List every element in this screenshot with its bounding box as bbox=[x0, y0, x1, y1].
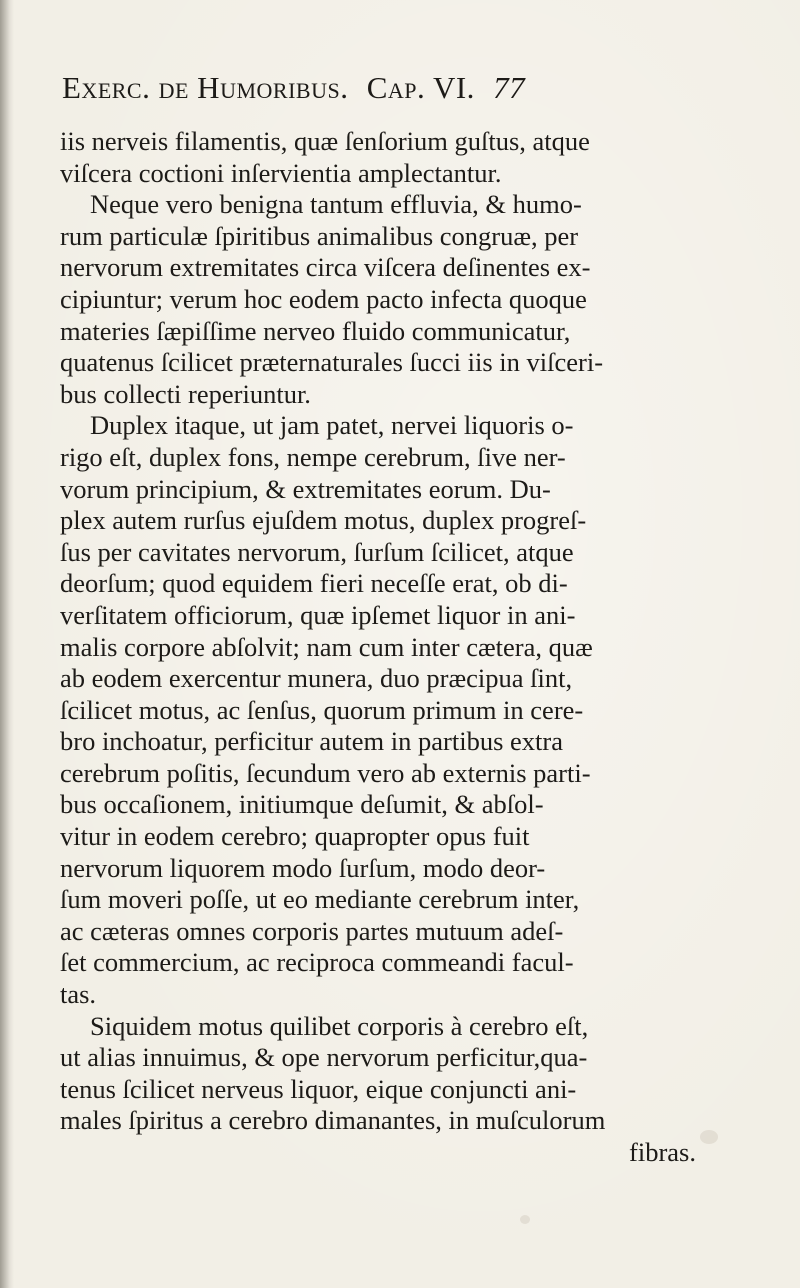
text-line: malis corpore abſolvit; nam cum inter cætera, quæ bbox=[60, 631, 593, 662]
text-line: iis nerveis filamentis, quæ ſenſorium guſtus, atque bbox=[60, 126, 590, 156]
text-line: tas. bbox=[60, 979, 97, 1010]
text-line: tenus ſcilicet nerveus liquor, eique conjuncti ani- bbox=[60, 1073, 577, 1104]
body-text bbox=[60, 126, 760, 1169]
text-line: verſitatem officiorum, quæ ipſemet liquor in ani- bbox=[60, 599, 576, 630]
text-line: plex autem rurſus ejuſdem motus, duplex progreſ- bbox=[60, 505, 587, 536]
text-line: rum particulæ ſpiritibus animalibus congruæ, per bbox=[60, 220, 579, 251]
running-head-title: Exerc. de Humoribus. bbox=[62, 70, 349, 105]
text-line: viſcera coctioni inſervientia amplectantur. bbox=[60, 157, 502, 188]
page-number: 77 bbox=[493, 70, 526, 105]
text-line: bus occaſionem, initiumque deſumit, & abſol- bbox=[60, 789, 544, 820]
running-head-chapter: Cap. VI. bbox=[366, 70, 475, 105]
text-line: materies ſæpiſſime nerveo fluido communicatur, bbox=[60, 315, 571, 346]
text-line: ſet commercium, ac reciproca commeandi facul- bbox=[60, 947, 574, 978]
text-line: vitur in eodem cerebro; quapropter opus fuit bbox=[60, 821, 530, 852]
text-line: cipiuntur; verum hoc eodem pacto infecta quoque bbox=[60, 283, 587, 314]
running-head bbox=[62, 70, 742, 120]
text-line: Duplex itaque, ut jam patet, nervei liquoris o- bbox=[90, 410, 574, 441]
text-line: ut alias innuimus, & ope nervorum perficitur,qua- bbox=[60, 1042, 588, 1073]
text-line: ſcilicet motus, ac ſenſus, quorum primum in cere- bbox=[60, 694, 584, 725]
text-line: ſus per cavitates nervorum, ſurſum ſcilicet, atque bbox=[60, 536, 574, 567]
text-line: bus collecti reperiuntur. bbox=[60, 378, 311, 409]
text-line: vorum principium, & extremitates eorum. Du- bbox=[60, 473, 551, 504]
catchword: fibras. bbox=[629, 1137, 696, 1167]
text-line: deorſum; quod equidem fieri neceſſe erat, ob di- bbox=[60, 568, 568, 599]
text-line: Neque vero benigna tantum effluvia, & humo- bbox=[90, 189, 582, 220]
text-line: males ſpiritus a cerebro dimanantes, in muſculorum bbox=[60, 1105, 606, 1136]
text-line: rigo eſt, duplex fons, nempe cerebrum, ſive ner- bbox=[60, 441, 566, 472]
text-line: ſum moveri poſſe, ut eo mediante cerebrum inter, bbox=[60, 884, 580, 915]
text-line: bro inchoatur, perficitur autem in partibus extra bbox=[60, 726, 563, 757]
spine-shadow bbox=[0, 0, 14, 1288]
text-line: cerebrum poſitis, ſecundum vero ab externis parti- bbox=[60, 757, 591, 788]
paper-stain bbox=[520, 1215, 530, 1224]
text-line: quatenus ſcilicet præternaturales ſucci iis in viſceri- bbox=[60, 347, 604, 378]
text-line: ab eodem exercentur munera, duo præcipua ſint, bbox=[60, 663, 573, 694]
text-line: nervorum liquorem modo ſurſum, modo deor- bbox=[60, 852, 546, 883]
text-line: nervorum extremitates circa viſcera deſinentes ex- bbox=[60, 252, 591, 283]
text-line: Siquidem motus quilibet corporis à cerebro eſt, bbox=[90, 1010, 589, 1041]
text-line: ac cæteras omnes corporis partes mutuum adeſ- bbox=[60, 915, 564, 946]
